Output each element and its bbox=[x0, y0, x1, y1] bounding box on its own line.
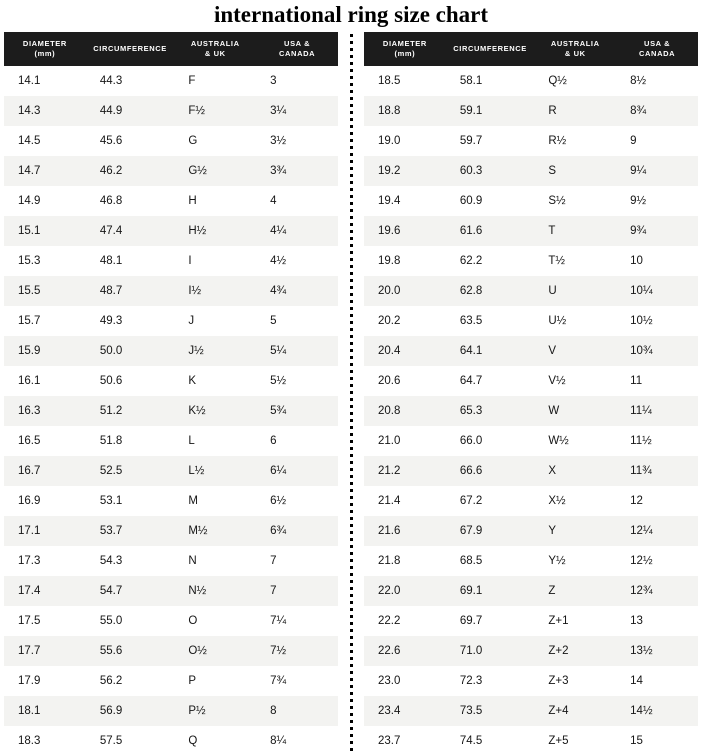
cell-australia-uk: U bbox=[548, 285, 557, 297]
table-row bbox=[4, 426, 338, 456]
right-size-table bbox=[364, 32, 698, 756]
table-row bbox=[4, 246, 338, 276]
cell-circumference: 55.6 bbox=[99, 645, 123, 657]
cell-usa-canada: 7 bbox=[270, 555, 277, 567]
cell-usa-canada: 15 bbox=[630, 735, 643, 747]
cell-australia-uk: Z+4 bbox=[548, 705, 569, 717]
cell-australia-uk: T bbox=[548, 225, 556, 237]
cell-australia-uk: S½ bbox=[548, 195, 566, 207]
cell-diameter: 14.5 bbox=[18, 135, 41, 147]
cell-usa-canada: 3½ bbox=[270, 135, 287, 147]
table-row bbox=[4, 336, 338, 366]
cell-diameter: 21.0 bbox=[378, 435, 401, 447]
cell-diameter: 21.4 bbox=[378, 495, 401, 507]
left-header-row bbox=[4, 32, 338, 66]
cell-circumference: 62.8 bbox=[459, 285, 483, 297]
table-row bbox=[4, 636, 338, 666]
cell-diameter: 20.6 bbox=[378, 375, 401, 387]
table-row bbox=[4, 156, 338, 186]
cell-australia-uk: V bbox=[548, 345, 556, 357]
cell-australia-uk: J½ bbox=[188, 345, 204, 357]
cell-circumference: 54.3 bbox=[99, 555, 123, 567]
cell-circumference: 46.2 bbox=[99, 165, 123, 177]
cell-circumference: 57.5 bbox=[99, 735, 123, 747]
ring-size-chart-page bbox=[0, 2, 702, 749]
right-table-wrapper bbox=[364, 32, 698, 756]
cell-diameter: 19.8 bbox=[378, 255, 401, 267]
cell-circumference: 50.6 bbox=[99, 375, 123, 387]
cell-circumference: 45.6 bbox=[99, 135, 123, 147]
table-row bbox=[364, 696, 698, 726]
cell-australia-uk: P½ bbox=[188, 705, 206, 717]
table-row bbox=[364, 126, 698, 156]
cell-usa-canada: 7 bbox=[270, 585, 277, 597]
cell-australia-uk: Z+3 bbox=[548, 675, 569, 687]
cell-usa-canada: 14 bbox=[630, 675, 643, 687]
column-header-diameter-line2: (mm) bbox=[34, 49, 56, 58]
cell-circumference: 68.5 bbox=[459, 555, 483, 567]
cell-circumference: 61.6 bbox=[459, 225, 483, 237]
cell-circumference: 48.1 bbox=[99, 255, 123, 267]
table-row bbox=[364, 606, 698, 636]
cell-diameter: 17.9 bbox=[18, 675, 41, 687]
cell-circumference: 66.0 bbox=[459, 435, 483, 447]
table-row bbox=[364, 516, 698, 546]
table-row bbox=[364, 576, 698, 606]
cell-diameter: 15.3 bbox=[18, 255, 41, 267]
cell-circumference: 54.7 bbox=[99, 585, 123, 597]
cell-australia-uk: O bbox=[188, 615, 198, 627]
table-row bbox=[364, 636, 698, 666]
cell-diameter: 16.1 bbox=[18, 375, 41, 387]
cell-diameter: 18.8 bbox=[378, 105, 401, 117]
cell-diameter: 14.3 bbox=[18, 105, 41, 117]
cell-circumference: 60.3 bbox=[459, 165, 483, 177]
cell-usa-canada: 8½ bbox=[630, 75, 647, 87]
table-row bbox=[364, 216, 698, 246]
cell-usa-canada: 7¼ bbox=[270, 615, 287, 627]
column-header-diameter bbox=[4, 32, 86, 66]
cell-usa-canada: 9¼ bbox=[630, 165, 647, 177]
cell-usa-canada: 8 bbox=[270, 705, 277, 717]
cell-australia-uk: R bbox=[548, 105, 557, 117]
cell-australia-uk: J bbox=[188, 315, 195, 327]
cell-diameter: 19.4 bbox=[378, 195, 401, 207]
cell-australia-uk: F bbox=[188, 75, 196, 87]
table-row bbox=[364, 336, 698, 366]
cell-usa-canada: 9½ bbox=[630, 195, 647, 207]
cell-circumference: 72.3 bbox=[459, 675, 483, 687]
cell-australia-uk: K½ bbox=[188, 405, 206, 417]
table-row bbox=[364, 426, 698, 456]
cell-circumference: 66.6 bbox=[459, 465, 483, 477]
cell-australia-uk: Z+5 bbox=[548, 735, 569, 747]
table-row bbox=[4, 216, 338, 246]
table-row bbox=[4, 576, 338, 606]
cell-australia-uk: N bbox=[188, 555, 197, 567]
table-row bbox=[4, 186, 338, 216]
column-header-usa-canada bbox=[616, 32, 698, 66]
cell-circumference: 46.8 bbox=[99, 195, 123, 207]
cell-diameter: 21.8 bbox=[378, 555, 401, 567]
cell-usa-canada: 13 bbox=[630, 615, 643, 627]
cell-australia-uk: Z+2 bbox=[548, 645, 569, 657]
table-row bbox=[4, 486, 338, 516]
cell-circumference: 56.2 bbox=[99, 675, 123, 687]
column-header-usa-canada-line2: CANADA bbox=[639, 49, 676, 58]
table-row bbox=[364, 246, 698, 276]
tables-container bbox=[0, 32, 702, 756]
cell-diameter: 21.2 bbox=[378, 465, 401, 477]
cell-usa-canada: 6½ bbox=[270, 495, 287, 507]
cell-circumference: 62.2 bbox=[459, 255, 483, 267]
cell-circumference: 52.5 bbox=[99, 465, 123, 477]
cell-diameter: 14.1 bbox=[18, 75, 41, 87]
cell-usa-canada: 10 bbox=[630, 255, 643, 267]
column-header-usa-canada-line1: USA & bbox=[644, 39, 671, 48]
cell-australia-uk: N½ bbox=[188, 585, 207, 597]
cell-circumference: 69.7 bbox=[459, 615, 483, 627]
cell-circumference: 48.7 bbox=[99, 285, 123, 297]
table-row bbox=[4, 276, 338, 306]
cell-australia-uk: L½ bbox=[188, 465, 205, 477]
cell-usa-canada: 5¾ bbox=[270, 405, 287, 417]
cell-usa-canada: 14½ bbox=[630, 705, 653, 717]
cell-usa-canada: 12½ bbox=[630, 555, 653, 567]
table-row bbox=[364, 486, 698, 516]
table-row bbox=[4, 96, 338, 126]
left-size-table bbox=[4, 32, 338, 756]
cell-australia-uk: M½ bbox=[188, 525, 208, 537]
cell-diameter: 17.7 bbox=[18, 645, 41, 657]
cell-usa-canada: 8¾ bbox=[630, 105, 647, 117]
cell-australia-uk: I½ bbox=[188, 285, 202, 297]
cell-diameter: 19.6 bbox=[378, 225, 401, 237]
cell-diameter: 17.3 bbox=[18, 555, 41, 567]
column-header-australia-uk-line2: & UK bbox=[204, 49, 226, 58]
table-row bbox=[364, 366, 698, 396]
table-row bbox=[4, 396, 338, 426]
cell-usa-canada: 13½ bbox=[630, 645, 653, 657]
left-table-head bbox=[4, 32, 338, 66]
column-header-diameter bbox=[364, 32, 446, 66]
cell-australia-uk: Z+1 bbox=[548, 615, 569, 627]
cell-diameter: 14.7 bbox=[18, 165, 41, 177]
cell-usa-canada: 12 bbox=[630, 495, 643, 507]
cell-diameter: 22.0 bbox=[378, 585, 401, 597]
cell-usa-canada: 10¾ bbox=[630, 345, 653, 357]
cell-usa-canada: 11¾ bbox=[630, 465, 652, 477]
cell-usa-canada: 3¾ bbox=[270, 165, 287, 177]
cell-diameter: 15.5 bbox=[18, 285, 41, 297]
table-row bbox=[4, 546, 338, 576]
left-table-body bbox=[4, 66, 338, 756]
column-header-usa-canada bbox=[256, 32, 338, 66]
cell-diameter: 15.1 bbox=[18, 225, 41, 237]
table-row bbox=[364, 156, 698, 186]
vertical-dotted-divider bbox=[344, 32, 358, 756]
cell-australia-uk: G bbox=[188, 135, 198, 147]
cell-circumference: 59.7 bbox=[459, 135, 483, 147]
table-row bbox=[364, 396, 698, 426]
cell-australia-uk: H bbox=[188, 195, 197, 207]
cell-circumference: 60.9 bbox=[459, 195, 483, 207]
column-header-australia-uk bbox=[534, 32, 616, 66]
cell-circumference: 58.1 bbox=[459, 75, 483, 87]
cell-diameter: 22.6 bbox=[378, 645, 401, 657]
cell-usa-canada: 5½ bbox=[270, 375, 287, 387]
cell-usa-canada: 9¾ bbox=[630, 225, 647, 237]
table-row bbox=[4, 606, 338, 636]
table-row bbox=[4, 696, 338, 726]
cell-circumference: 64.1 bbox=[459, 345, 483, 357]
left-table-wrapper bbox=[4, 32, 338, 756]
cell-diameter: 20.8 bbox=[378, 405, 401, 417]
table-row bbox=[364, 666, 698, 696]
cell-circumference: 55.0 bbox=[99, 615, 123, 627]
table-row bbox=[4, 366, 338, 396]
cell-australia-uk: Q½ bbox=[548, 75, 567, 87]
cell-circumference: 50.0 bbox=[99, 345, 123, 357]
table-row bbox=[364, 66, 698, 96]
cell-australia-uk: M bbox=[188, 495, 198, 507]
cell-diameter: 23.0 bbox=[378, 675, 401, 687]
table-row bbox=[364, 276, 698, 306]
cell-circumference: 59.1 bbox=[459, 105, 483, 117]
dotted-line bbox=[350, 34, 353, 754]
table-row bbox=[364, 546, 698, 576]
cell-diameter: 20.0 bbox=[378, 285, 401, 297]
cell-usa-canada: 6¾ bbox=[270, 525, 287, 537]
right-table-body bbox=[364, 66, 698, 756]
cell-usa-canada: 12¼ bbox=[630, 525, 653, 537]
cell-australia-uk: T½ bbox=[548, 255, 565, 267]
cell-diameter: 20.2 bbox=[378, 315, 401, 327]
cell-diameter: 16.7 bbox=[18, 465, 41, 477]
cell-usa-canada: 11 bbox=[630, 375, 643, 387]
cell-diameter: 18.1 bbox=[18, 705, 41, 717]
cell-circumference: 71.0 bbox=[459, 645, 483, 657]
cell-australia-uk: Q bbox=[188, 735, 198, 747]
cell-diameter: 23.7 bbox=[378, 735, 401, 747]
cell-australia-uk: V½ bbox=[548, 375, 566, 387]
cell-usa-canada: 12¾ bbox=[630, 585, 653, 597]
table-row bbox=[4, 516, 338, 546]
cell-australia-uk: I bbox=[188, 255, 192, 267]
cell-australia-uk: U½ bbox=[548, 315, 567, 327]
cell-diameter: 16.3 bbox=[18, 405, 41, 417]
cell-circumference: 47.4 bbox=[99, 225, 123, 237]
cell-usa-canada: 7½ bbox=[270, 645, 287, 657]
cell-circumference: 67.2 bbox=[459, 495, 483, 507]
cell-australia-uk: P bbox=[188, 675, 196, 687]
table-row bbox=[364, 306, 698, 336]
column-header-diameter-line2: (mm) bbox=[394, 49, 416, 58]
cell-diameter: 17.4 bbox=[18, 585, 41, 597]
cell-circumference: 63.5 bbox=[459, 315, 483, 327]
table-row bbox=[4, 126, 338, 156]
cell-diameter: 21.6 bbox=[378, 525, 401, 537]
cell-usa-canada: 4½ bbox=[270, 255, 287, 267]
cell-diameter: 19.0 bbox=[378, 135, 401, 147]
cell-usa-canada: 6¼ bbox=[270, 465, 287, 477]
cell-usa-canada: 7¾ bbox=[270, 675, 287, 687]
cell-diameter: 18.5 bbox=[378, 75, 401, 87]
table-row bbox=[4, 306, 338, 336]
cell-australia-uk: R½ bbox=[548, 135, 567, 147]
cell-usa-canada: 10½ bbox=[630, 315, 653, 327]
cell-australia-uk: G½ bbox=[188, 165, 207, 177]
cell-australia-uk: W bbox=[548, 405, 560, 417]
table-row bbox=[4, 666, 338, 696]
cell-diameter: 14.9 bbox=[18, 195, 41, 207]
cell-diameter: 19.2 bbox=[378, 165, 401, 177]
column-header-australia-uk bbox=[174, 32, 256, 66]
column-header-circumference bbox=[86, 32, 175, 66]
cell-usa-canada: 3 bbox=[270, 75, 277, 87]
cell-diameter: 20.4 bbox=[378, 345, 401, 357]
cell-usa-canada: 4 bbox=[270, 195, 277, 207]
right-table-head bbox=[364, 32, 698, 66]
table-row bbox=[364, 96, 698, 126]
column-header-circumference bbox=[446, 32, 535, 66]
table-row bbox=[4, 726, 338, 756]
cell-usa-canada: 5¼ bbox=[270, 345, 287, 357]
cell-circumference: 73.5 bbox=[459, 705, 483, 717]
cell-usa-canada: 6 bbox=[270, 435, 277, 447]
cell-diameter: 18.3 bbox=[18, 735, 41, 747]
cell-australia-uk: Y bbox=[548, 525, 556, 537]
table-row bbox=[364, 456, 698, 486]
cell-australia-uk: Y½ bbox=[548, 555, 566, 567]
cell-circumference: 44.9 bbox=[99, 105, 123, 117]
right-header-row bbox=[364, 32, 698, 66]
cell-australia-uk: F½ bbox=[188, 105, 205, 117]
table-row bbox=[364, 186, 698, 216]
cell-circumference: 53.1 bbox=[99, 495, 123, 507]
cell-usa-canada: 11¼ bbox=[630, 405, 652, 417]
cell-circumference: 49.3 bbox=[99, 315, 123, 327]
cell-circumference: 74.5 bbox=[459, 735, 483, 747]
cell-circumference: 69.1 bbox=[459, 585, 483, 597]
cell-diameter: 23.4 bbox=[378, 705, 401, 717]
cell-australia-uk: S bbox=[548, 165, 556, 177]
cell-australia-uk: W½ bbox=[548, 435, 569, 447]
cell-diameter: 16.5 bbox=[18, 435, 41, 447]
cell-circumference: 65.3 bbox=[459, 405, 483, 417]
cell-australia-uk: O½ bbox=[188, 645, 207, 657]
cell-usa-canada: 5 bbox=[270, 315, 277, 327]
cell-diameter: 17.1 bbox=[18, 525, 41, 537]
cell-australia-uk: Z bbox=[548, 585, 556, 597]
cell-australia-uk: H½ bbox=[188, 225, 207, 237]
cell-diameter: 22.2 bbox=[378, 615, 401, 627]
cell-australia-uk: X½ bbox=[548, 495, 566, 507]
cell-diameter: 15.7 bbox=[18, 315, 41, 327]
cell-circumference: 44.3 bbox=[99, 75, 123, 87]
cell-usa-canada: 4¼ bbox=[270, 225, 287, 237]
cell-usa-canada: 4¾ bbox=[270, 285, 287, 297]
column-header-usa-canada-line1: USA & bbox=[284, 39, 311, 48]
cell-circumference: 51.8 bbox=[99, 435, 123, 447]
cell-circumference: 51.2 bbox=[99, 405, 123, 417]
cell-usa-canada: 10¼ bbox=[630, 285, 653, 297]
cell-diameter: 16.9 bbox=[18, 495, 41, 507]
column-header-australia-uk-line1: AUSTRALIA bbox=[190, 39, 240, 48]
cell-circumference: 67.9 bbox=[459, 525, 483, 537]
cell-usa-canada: 11½ bbox=[630, 435, 652, 447]
cell-usa-canada: 9 bbox=[630, 135, 637, 147]
cell-australia-uk: X bbox=[548, 465, 556, 477]
cell-australia-uk: L bbox=[188, 435, 195, 447]
column-header-circumference-line1: CIRCUMFERENCE bbox=[453, 44, 527, 53]
cell-circumference: 56.9 bbox=[99, 705, 123, 717]
cell-usa-canada: 3¼ bbox=[270, 105, 287, 117]
cell-australia-uk: K bbox=[188, 375, 196, 387]
cell-diameter: 15.9 bbox=[18, 345, 41, 357]
column-header-australia-uk-line2: & UK bbox=[564, 49, 586, 58]
column-header-diameter-line1: DIAMETER bbox=[382, 39, 427, 48]
cell-circumference: 53.7 bbox=[99, 525, 123, 537]
cell-diameter: 17.5 bbox=[18, 615, 41, 627]
cell-circumference: 64.7 bbox=[459, 375, 483, 387]
column-header-diameter-line1: DIAMETER bbox=[22, 39, 67, 48]
table-row bbox=[4, 456, 338, 486]
column-header-usa-canada-line2: CANADA bbox=[279, 49, 316, 58]
table-row bbox=[4, 66, 338, 96]
table-row bbox=[364, 726, 698, 756]
column-header-circumference-line1: CIRCUMFERENCE bbox=[93, 44, 167, 53]
column-header-australia-uk-line1: AUSTRALIA bbox=[550, 39, 600, 48]
page-title: international ring size chart bbox=[213, 2, 489, 27]
cell-usa-canada: 8¼ bbox=[270, 735, 287, 747]
